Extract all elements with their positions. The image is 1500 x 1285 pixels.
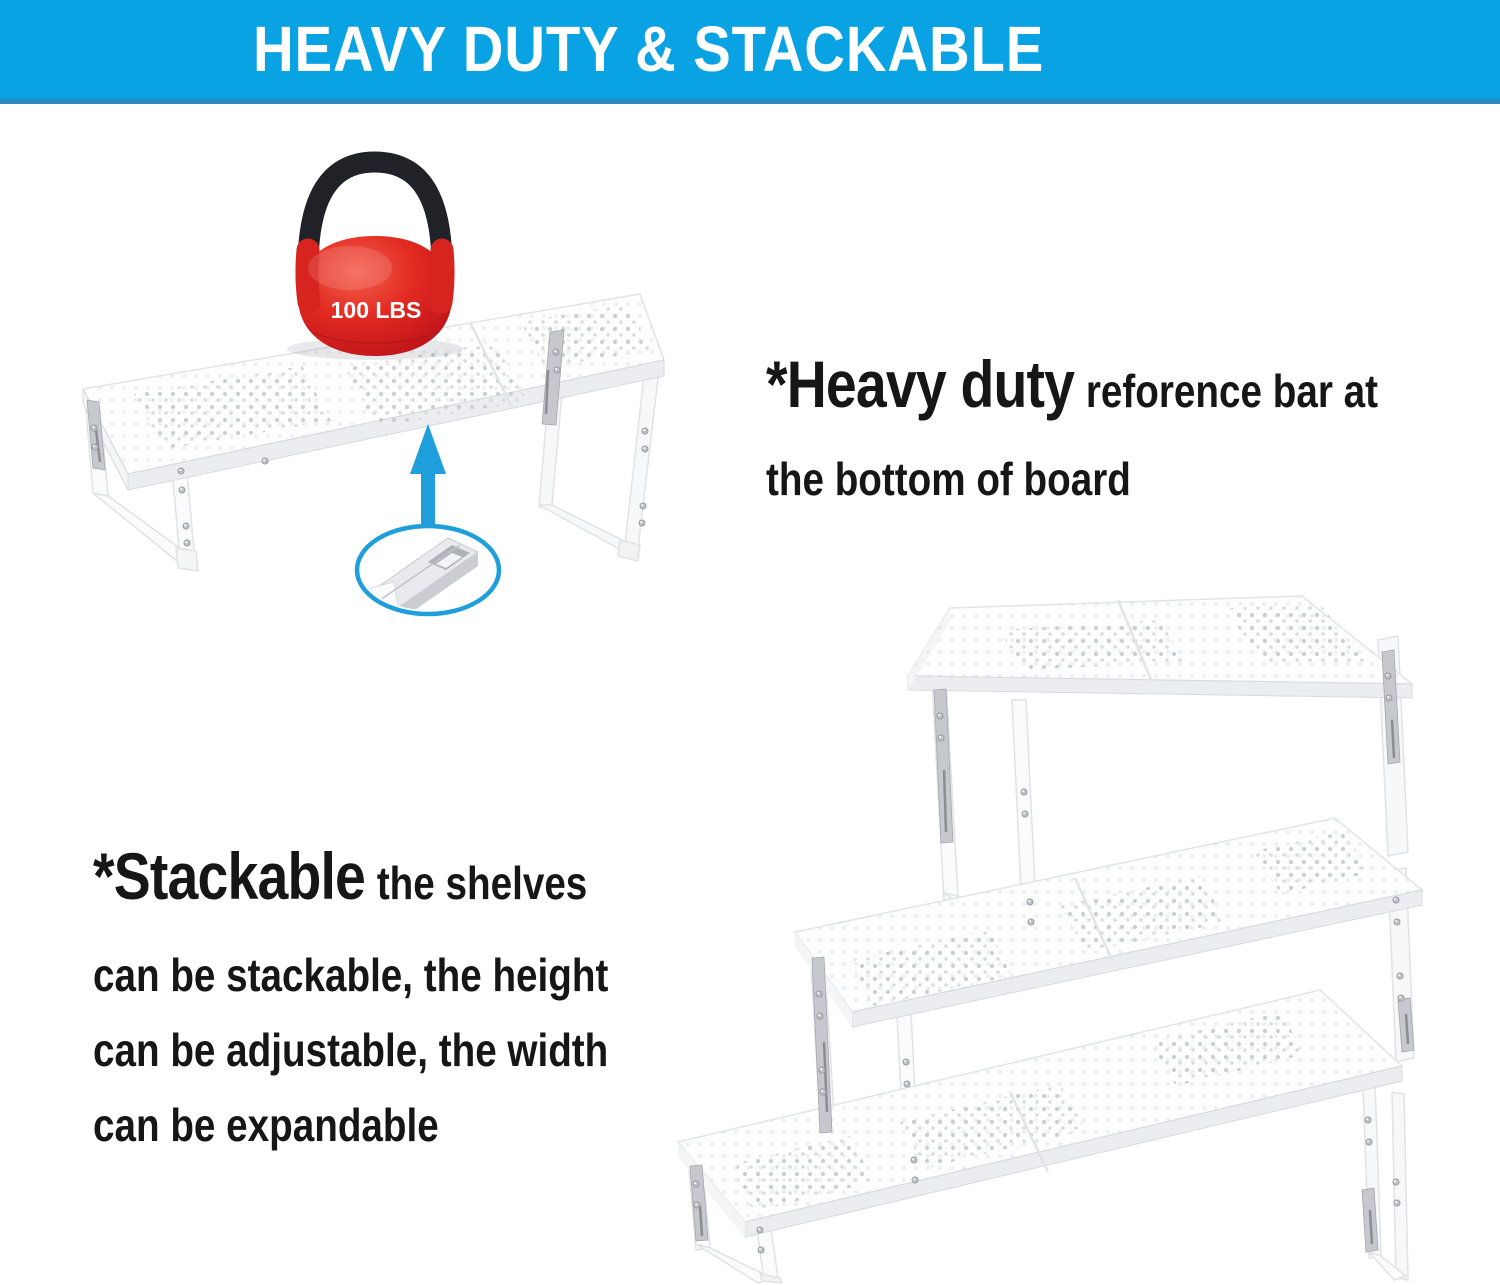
heavy-duty-line1 xyxy=(766,346,1378,422)
tier1-board xyxy=(678,990,1402,1237)
heavy-duty-line2: the bottom of board xyxy=(766,453,1131,505)
stackable-line: can be stackable, the height xyxy=(93,949,609,1001)
kettlebell xyxy=(287,162,463,360)
up-arrow-icon xyxy=(410,424,446,528)
stackable-line1 xyxy=(93,838,608,914)
stackable-line: can be expandable xyxy=(93,1099,439,1151)
heavy-duty-note xyxy=(766,346,1378,517)
weight-label: 100 LBS xyxy=(330,297,422,323)
stackable-line: can be adjustable, the width xyxy=(93,1024,609,1076)
stackable-note xyxy=(93,838,608,1163)
stackable-lines xyxy=(93,938,608,1163)
stackable-detail: the shelves xyxy=(376,857,588,909)
banner-title: HEAVY DUTY & STACKABLE xyxy=(253,13,1045,85)
tier2-board xyxy=(795,818,1422,1027)
heavy-duty-detail: reforence bar at xyxy=(1085,365,1378,417)
single-shelf-photo xyxy=(83,162,664,626)
heavy-duty-emphasis: *Heavy duty xyxy=(766,347,1075,421)
reference-bar-callout xyxy=(357,526,499,626)
tier3-board xyxy=(908,596,1412,698)
stackable-emphasis: *Stackable xyxy=(93,839,366,913)
